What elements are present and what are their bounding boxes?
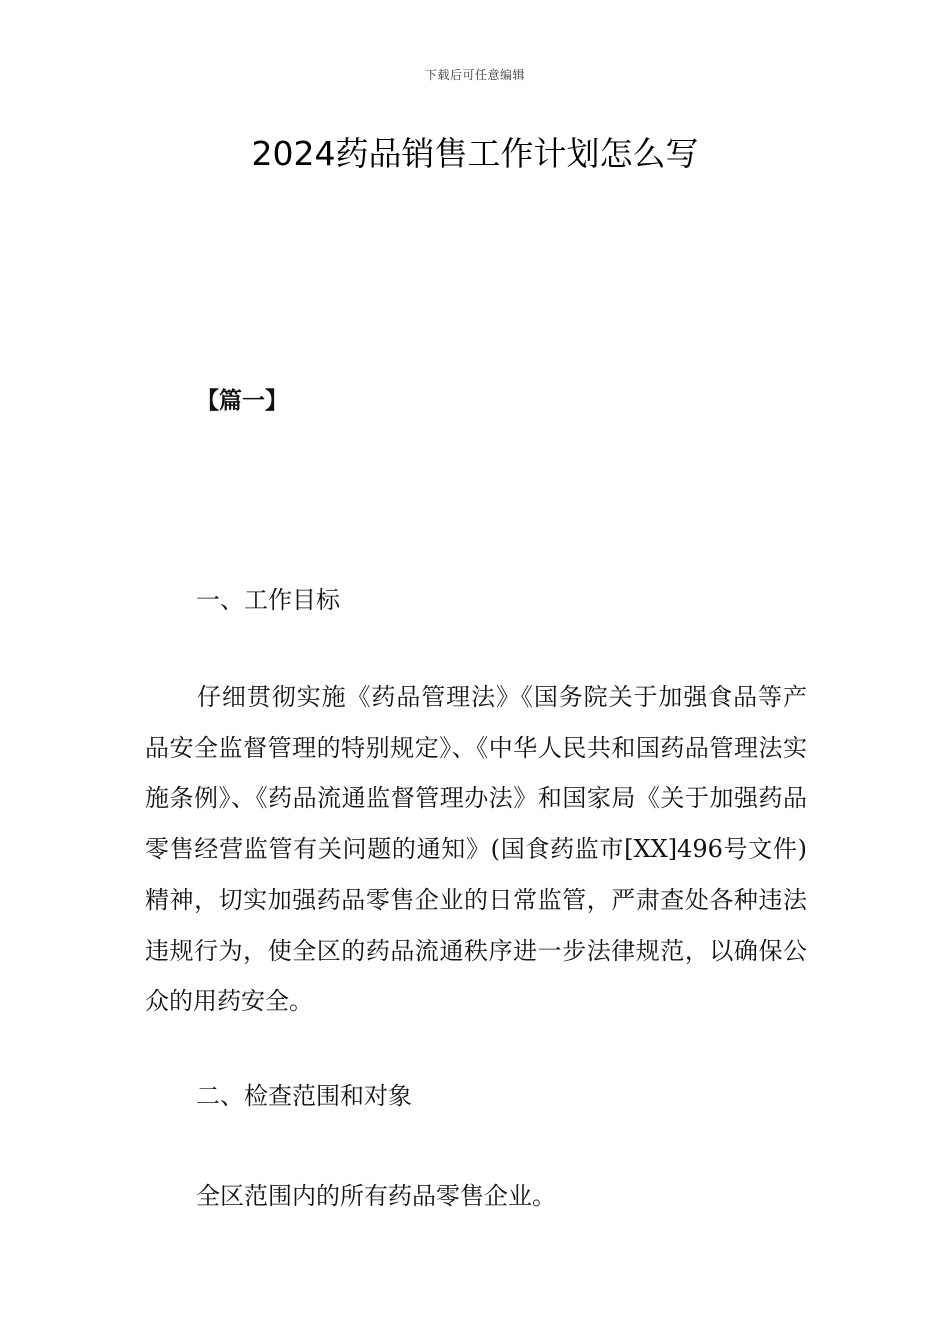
section-body-scope: 全区范围内的所有药品零售企业。	[196, 1182, 556, 1210]
page-header-note: 下载后可任意编辑	[424, 68, 525, 82]
section-heading-goals: 一、工作目标	[196, 586, 340, 614]
chapter-marker: 【篇一】	[196, 387, 288, 414]
section-body-goals: 仔细贯彻实施《药品管理法》《国务院关于加强食品等产品安全监督管理的特别规定》、《中华人民共和国药品管理法实施条例》、《药品流通监督管理办法》和国家局《关于加强药品零售经营监管有关问题的通知》(国食药监市[XX]496号文件)精神，切实加强药品零售企业的日常监管，严肃查处各种违法违规行为，使全区的药品流通秩序进一步法律规范，以确保公众的用药安全。	[145, 683, 807, 1016]
section-heading-scope: 二、检查范围和对象	[196, 1082, 412, 1110]
document-title: 2024药品销售工作计划怎么写	[251, 134, 699, 173]
